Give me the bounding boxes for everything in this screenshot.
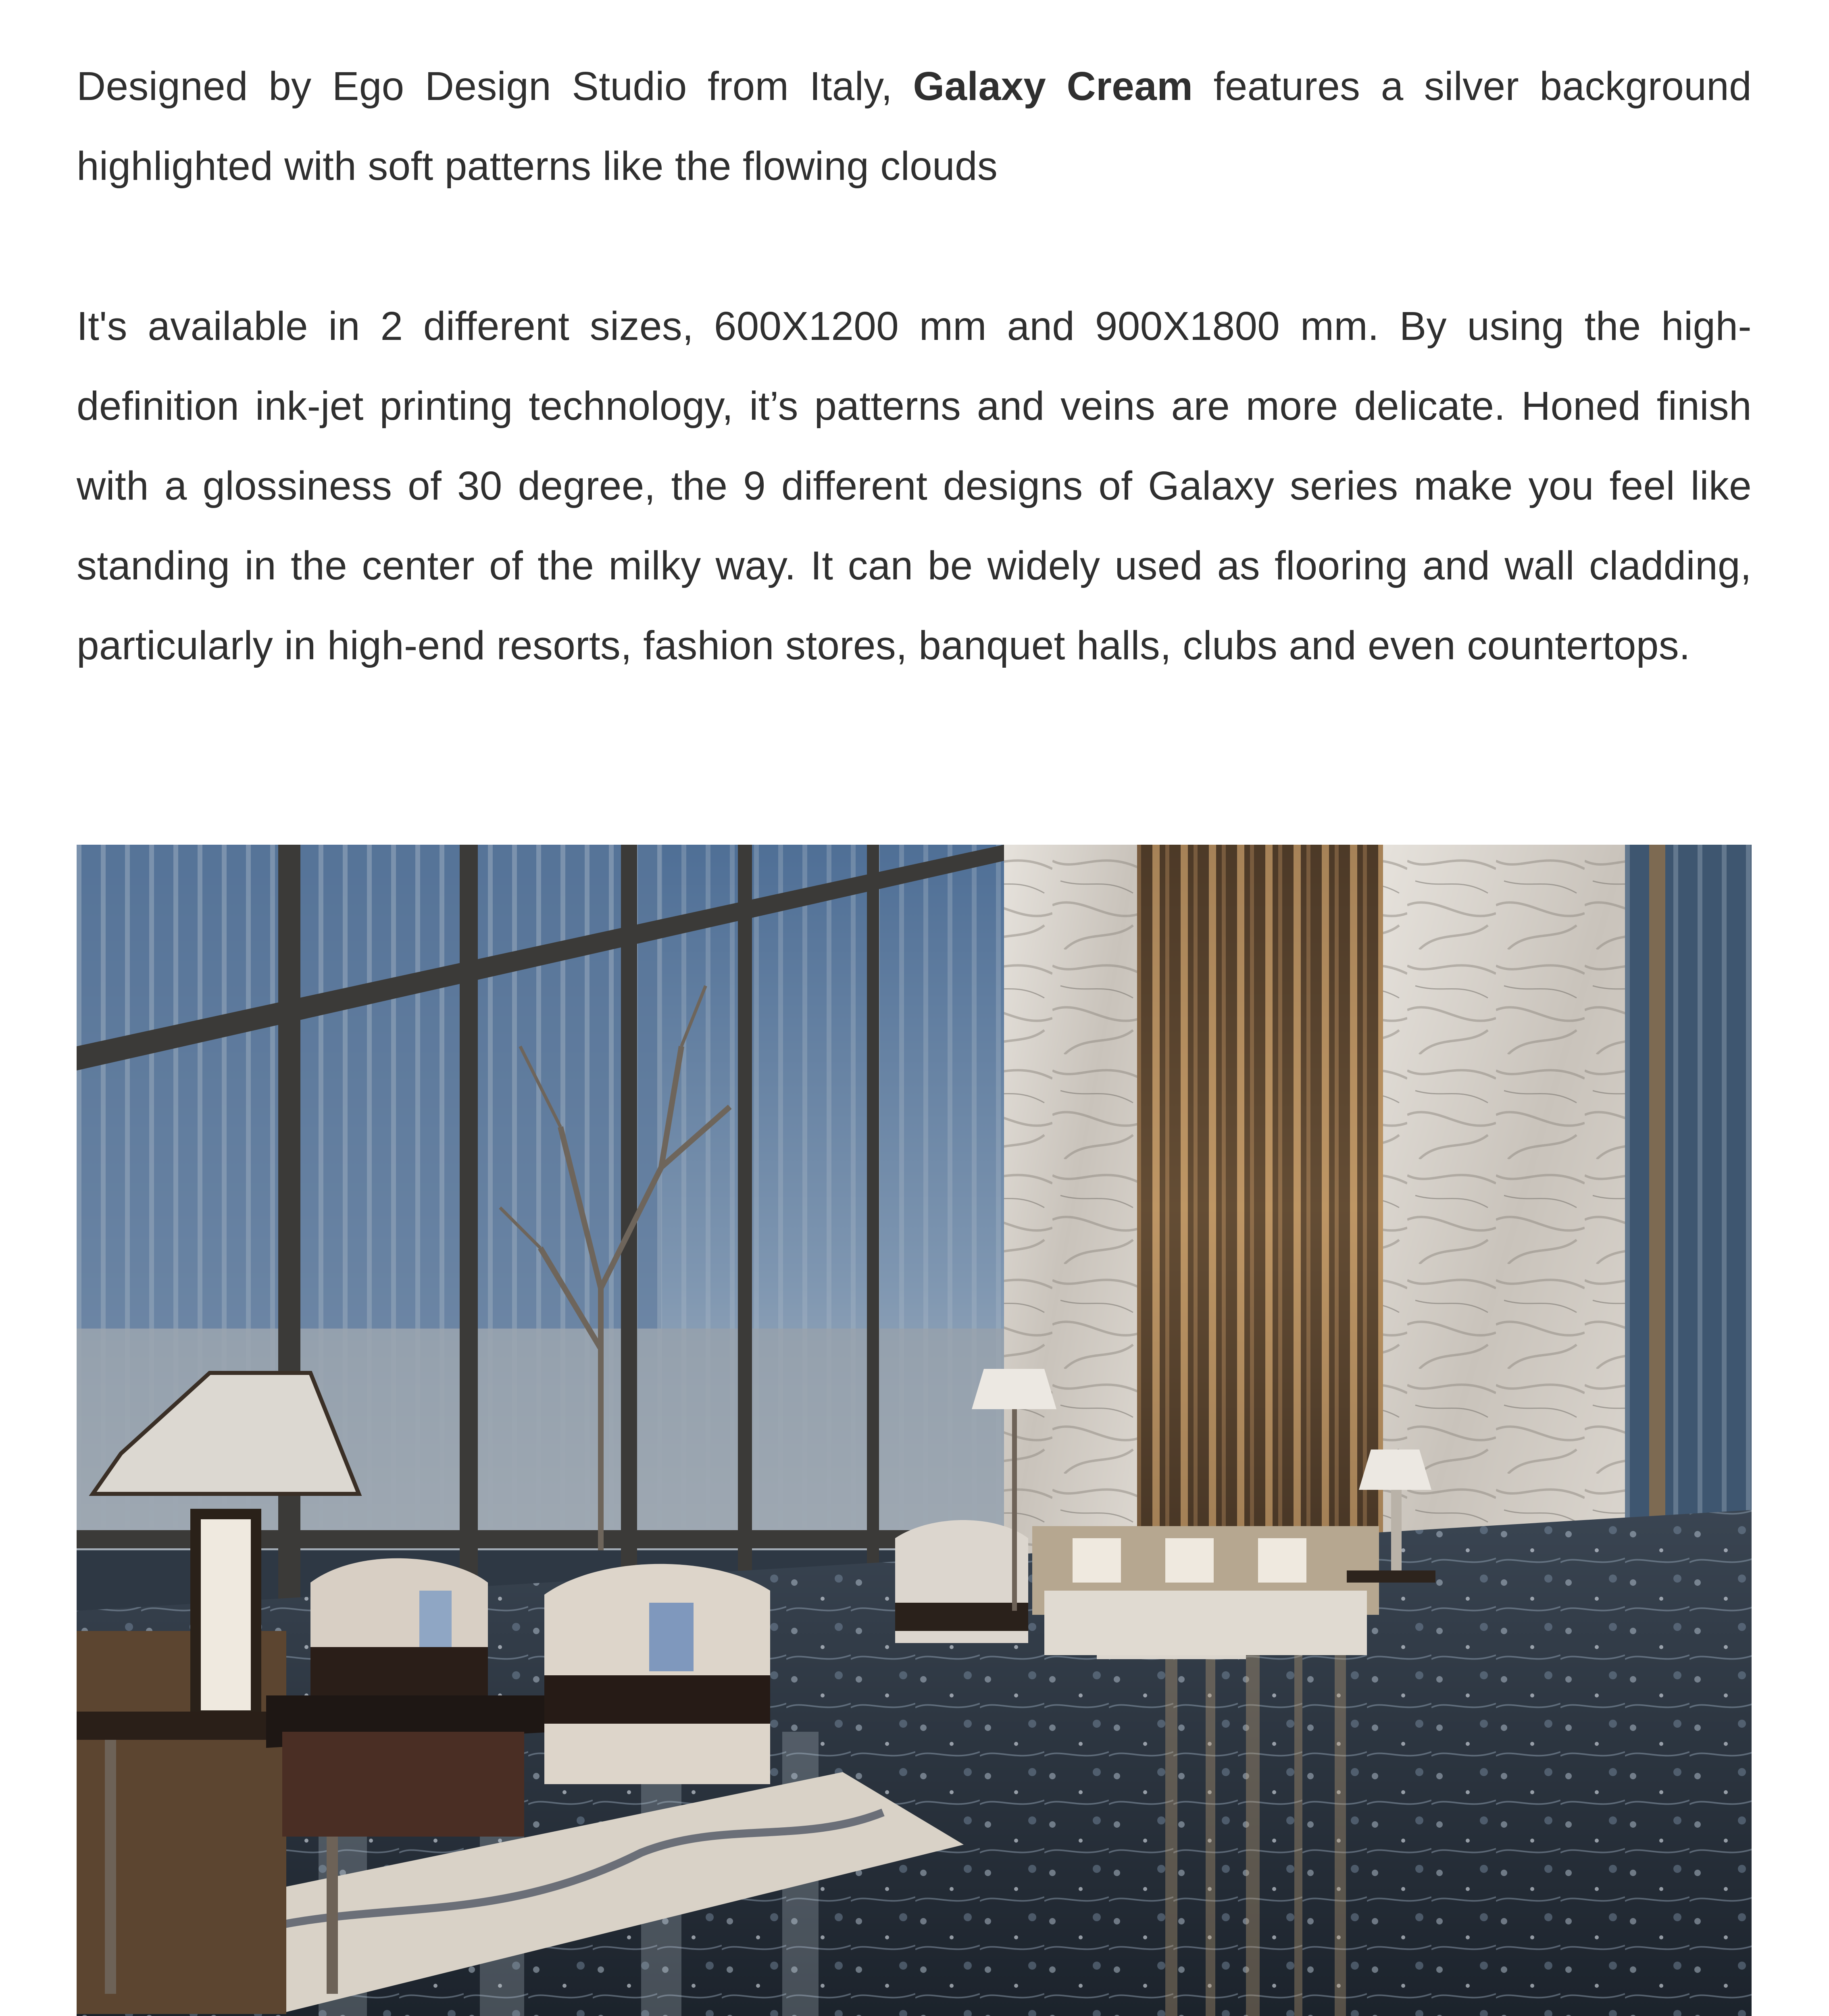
- armchair-3: [895, 1520, 1028, 1643]
- lobby-interior-photo: [77, 845, 1752, 2016]
- coffee-table: [266, 1695, 556, 1837]
- product-name: Galaxy Cream: [913, 64, 1193, 109]
- lobby-illustration: [77, 845, 1752, 2016]
- intro-lead: Designed by Ego Design Studio from Italy,: [77, 64, 913, 109]
- intro-tail: features a silver background highlighted with soft patterns like the flowing clouds: [77, 64, 1752, 189]
- armchair-1: [310, 1558, 488, 1695]
- sofa: [1032, 1526, 1379, 1655]
- details-paragraph: It's available in 2 different sizes, 600X1200 mm and 900X1800 mm. By using the high-definition ink-jet printing technology, it’s patterns and veins are more delicate. Honed finish with a glossiness of 30 degree, the 9 different designs of Galaxy series make you feel like standing in the center of the milky way. It can be widely used as flooring and wall cladding, particularly in high-end resorts, fashion stores, banquet halls, clubs and even countertops.: [77, 304, 1752, 668]
- armchair-2: [544, 1564, 770, 1784]
- intro-paragraph: [77, 46, 1752, 206]
